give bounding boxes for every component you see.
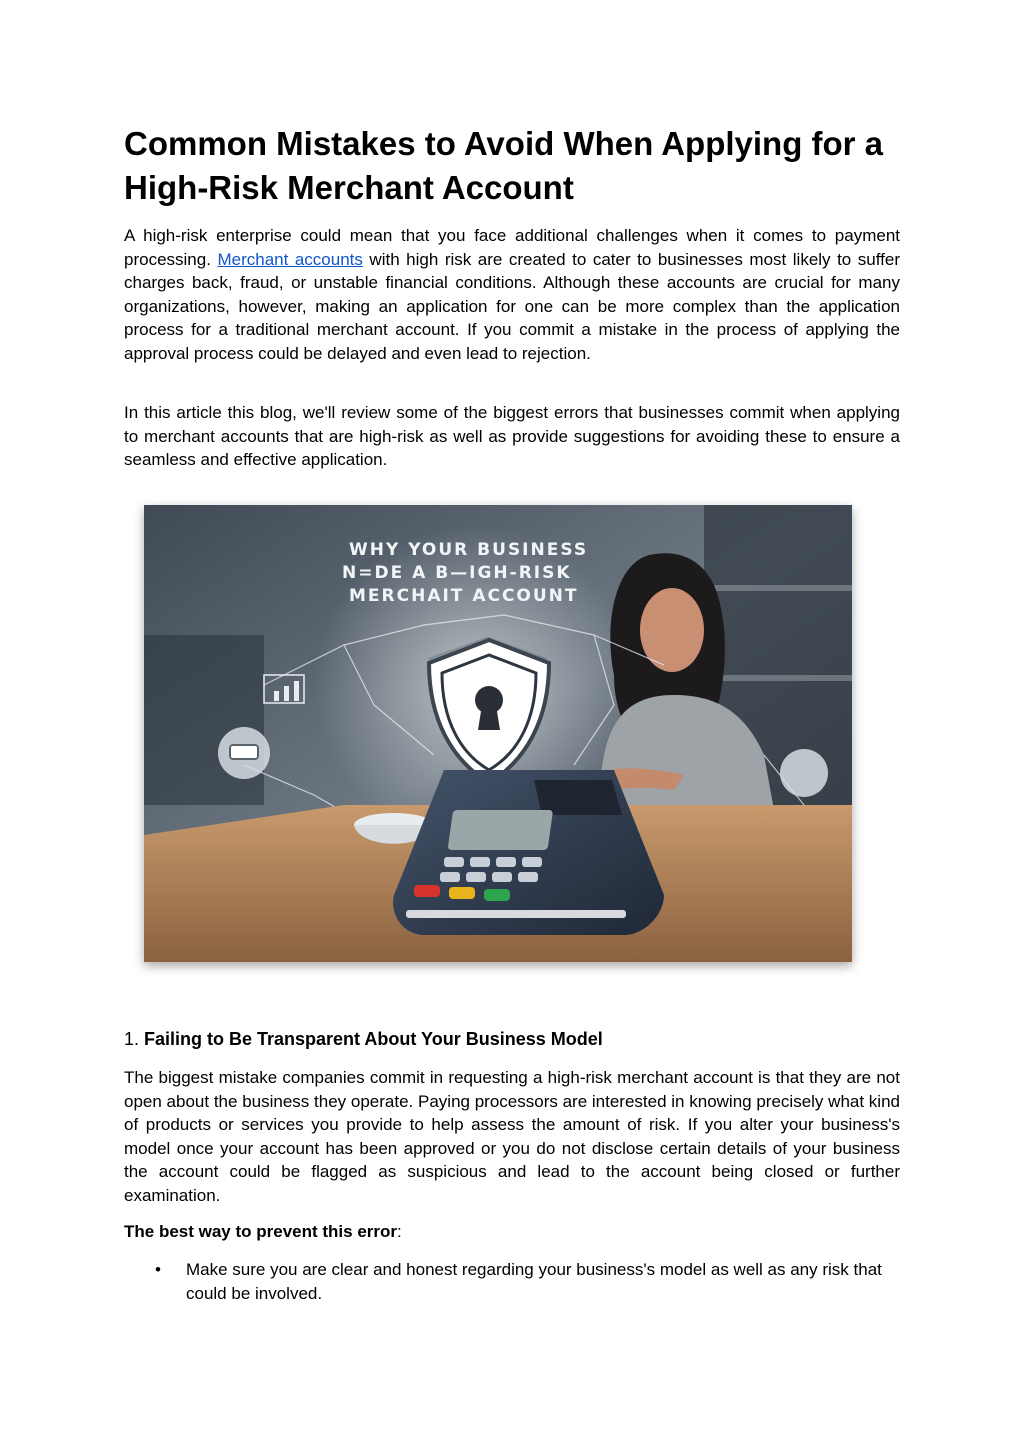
- list-item: [124, 1258, 900, 1305]
- bullet-icon: •: [155, 1260, 161, 1279]
- shelf-line: [704, 675, 852, 681]
- illustration-svg: [144, 505, 852, 962]
- section-1-body: The biggest mistake companies commit in requesting a high-risk merchant account is that they are not open about the business they operate. Paying processors are interested in knowing precisely what kind of products or services you provide to help assess the amount of risk. If you alter your business's model once your account has been approved or you do not disclose certain details of your business the account could be flagged as suspicious and lead to the account being closed or further examination.: [124, 1068, 900, 1205]
- intro-text-end: with high risk are created to cater to businesses most likely to suffer charges back, fraud, or unstable financial conditions. Although these accounts are crucial for many organizations, however, making an application for one can be more complex than the application process for a traditional merchant account. If you commit a mistake in the process of applying the approval process could be delayed and even lead to rejection.: [124, 249, 900, 363]
- second-paragraph: In this article this blog, we'll review some of the biggest errors that businesses commit when applying to merchant accounts that are high-risk as well as provide suggestions for avoiding these to ensure a seamless and effective application.: [124, 403, 900, 469]
- section-1-heading: [124, 1027, 603, 1051]
- section-number: 1.: [124, 1029, 145, 1049]
- best-way-bold: The best way to prevent this error: [124, 1222, 398, 1241]
- best-way-colon: :: [397, 1222, 402, 1241]
- intro-paragraph: [124, 224, 900, 365]
- overlay-text-line2: N=DE A B—IGH-RISK: [342, 563, 572, 583]
- overlay-text-line3: MERCHAIT ACCOUNT: [349, 586, 579, 606]
- best-way-label: [124, 1220, 402, 1244]
- shelf-line: [704, 585, 852, 591]
- merchant-accounts-link[interactable]: Merchant accounts: [217, 249, 363, 269]
- intro-text-start: A high-risk enterprise could mean that you face additional challenges when it comes to payment processing.: [124, 226, 900, 269]
- article-illustration: [144, 505, 852, 962]
- overlay-text-line1: WHY YOUR BUSINESS: [349, 540, 589, 560]
- tips-list: [124, 1258, 900, 1305]
- left-shelves: [144, 635, 264, 805]
- article-title: Common Mistakes to Avoid When Applying for a High-Risk Merchant Account: [124, 125, 884, 206]
- section-title: Failing to Be Transparent About Your Business Model: [144, 1029, 603, 1049]
- list-item-text: Make sure you are clear and honest regarding your business's model as well as any risk that could be involved.: [186, 1260, 882, 1303]
- image-overlay-text: [342, 540, 588, 606]
